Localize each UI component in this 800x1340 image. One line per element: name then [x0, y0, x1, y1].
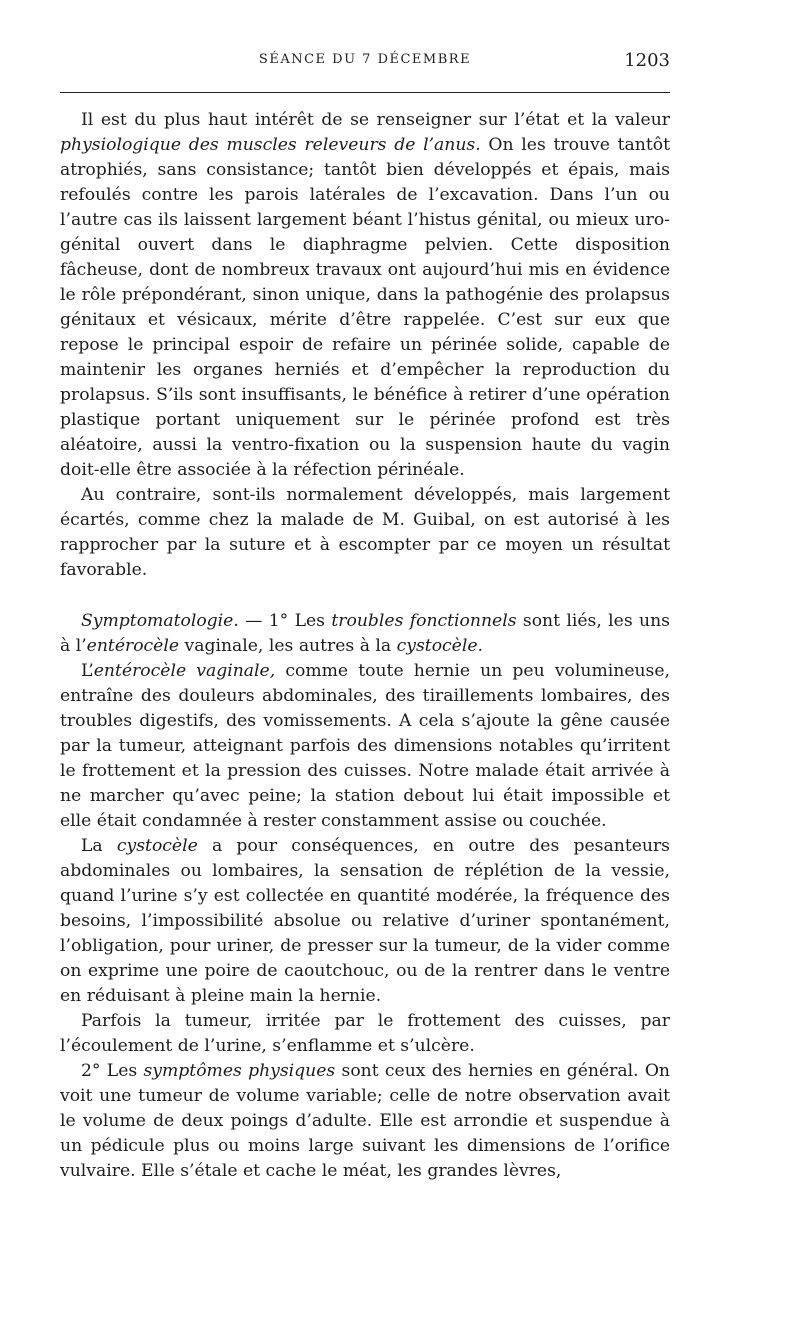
paragraph-enterocele [60, 659, 670, 834]
text-run: a pour conséquences, en outre des pesanteurs abdominales ou lombaires, la sensation de réplétion de la vessie, quand l’urine s’y est collectée en quantité modérée, la fréquence des besoins, l’impossibilité absolue ou relative d’uriner spontanément, l’obligation, pour uriner, de presser sur la tumeur, de la vider comme on exprime une poire de caoutchouc, ou de la rentrer dans le ventre en réduisant à pleine main la hernie. [60, 836, 670, 1006]
paragraph-physical-symptoms [60, 1059, 670, 1184]
paragraph-cystocele [60, 834, 670, 1009]
italic-run: cystocèle. [396, 636, 483, 656]
section-spacer [60, 583, 670, 609]
running-head [60, 50, 670, 76]
italic-run: entérocèle [86, 636, 180, 656]
text-run: comme toute hernie un peu volumineuse, entraîne des douleurs abdominales, des tiraillements lombaires, des troubles digestifs, des vomissements. A cela s’ajoute la gêne causée par la tumeur, atteignant parfois des dimensions notables qu’irritent le frottement et la pression des cuisses. Notre malade était arrivée à ne marcher qu’avec peine; la station debout lui était impossible et elle était condamnée à rester constamment assise ou couchée. [60, 661, 671, 831]
paragraph-symptomatology [60, 609, 670, 659]
header-rule [60, 92, 670, 93]
text-run: vaginale, les autres à la [179, 636, 397, 656]
section-heading: Symptomatologie. [81, 611, 239, 631]
italic-run: symptômes physiques [143, 1061, 336, 1081]
italic-run: entérocèle vaginale, [93, 661, 276, 681]
text-run: sont liés, les uns à l’ [60, 611, 670, 656]
body-text [60, 108, 670, 1184]
paragraph-contrary: Au contraire, sont-ils normalement développés, mais largement écartés, comme chez la malade de M. Guibal, on est autorisé à les rapprocher par la suture et à escompter par ce moyen un résultat favorable. [60, 485, 670, 580]
text-run: — 1° Les [238, 611, 332, 631]
italic-run: troubles fonctionnels [331, 611, 517, 631]
running-title: SÉANCE DU 7 DÉCEMBRE [258, 52, 472, 67]
text-run: On les trouve tantôt atrophiés, sans consistance; tantôt bien développés et épais, mais refoulés contre les parois latérales de l’excavation. Dans l’un ou l’autre cas ils laissent largement béant l’histus génital, ou mieux uro-génital ouvert dans le diaphragme pelvien. Cette disposition fâcheuse, dont de nombreux travaux ont aujourd’hui mis en évidence le rôle prépondérant, sinon unique, dans la pathogénie des prolapsus génitaux et vésicaux, mérite d’être rappelée. C’est sur eux que repose le principal espoir de refaire un périnée solide, capable de maintenir les organes herniés et d’empêcher la reproduction du prolapsus. S’ils sont insuffisants, le bénéfice à retirer d’une opération plastique portant uniquement sur le périnée profond est très aléatoire, aussi la ventro-fixation ou la suspension haute du vagin doit-elle être associée à la réfection périnéale. [60, 135, 671, 480]
text-run: L’ [81, 661, 94, 681]
text-run: sont ceux des hernies en général. On voit une tumeur de volume variable; celle de notre observation avait le volume de deux poings d’adulte. Elle est arrondie et suspendue à un pédicule plus ou moins large suivant les dimensions de l’orifice vulvaire. Elle s’étale et cache le méat, les grandes lèvres, [60, 1061, 670, 1181]
italic-run: cystocèle [116, 836, 198, 856]
italic-run: physiologique des muscles releveurs de l’anus. [60, 135, 481, 155]
text-run: 2° Les [81, 1061, 144, 1081]
text-run: La [81, 836, 117, 856]
paragraph-ulceration: Parfois la tumeur, irritée par le frottement des cuisses, par l’écoulement de l’urine, s’enflamme et s’ulcère. [60, 1011, 670, 1056]
page-number: 1203 [624, 50, 670, 71]
paragraph-levator-muscles [60, 108, 670, 483]
text-run: Il est du plus haut intérêt de se renseigner sur l’état et la valeur [81, 110, 670, 130]
